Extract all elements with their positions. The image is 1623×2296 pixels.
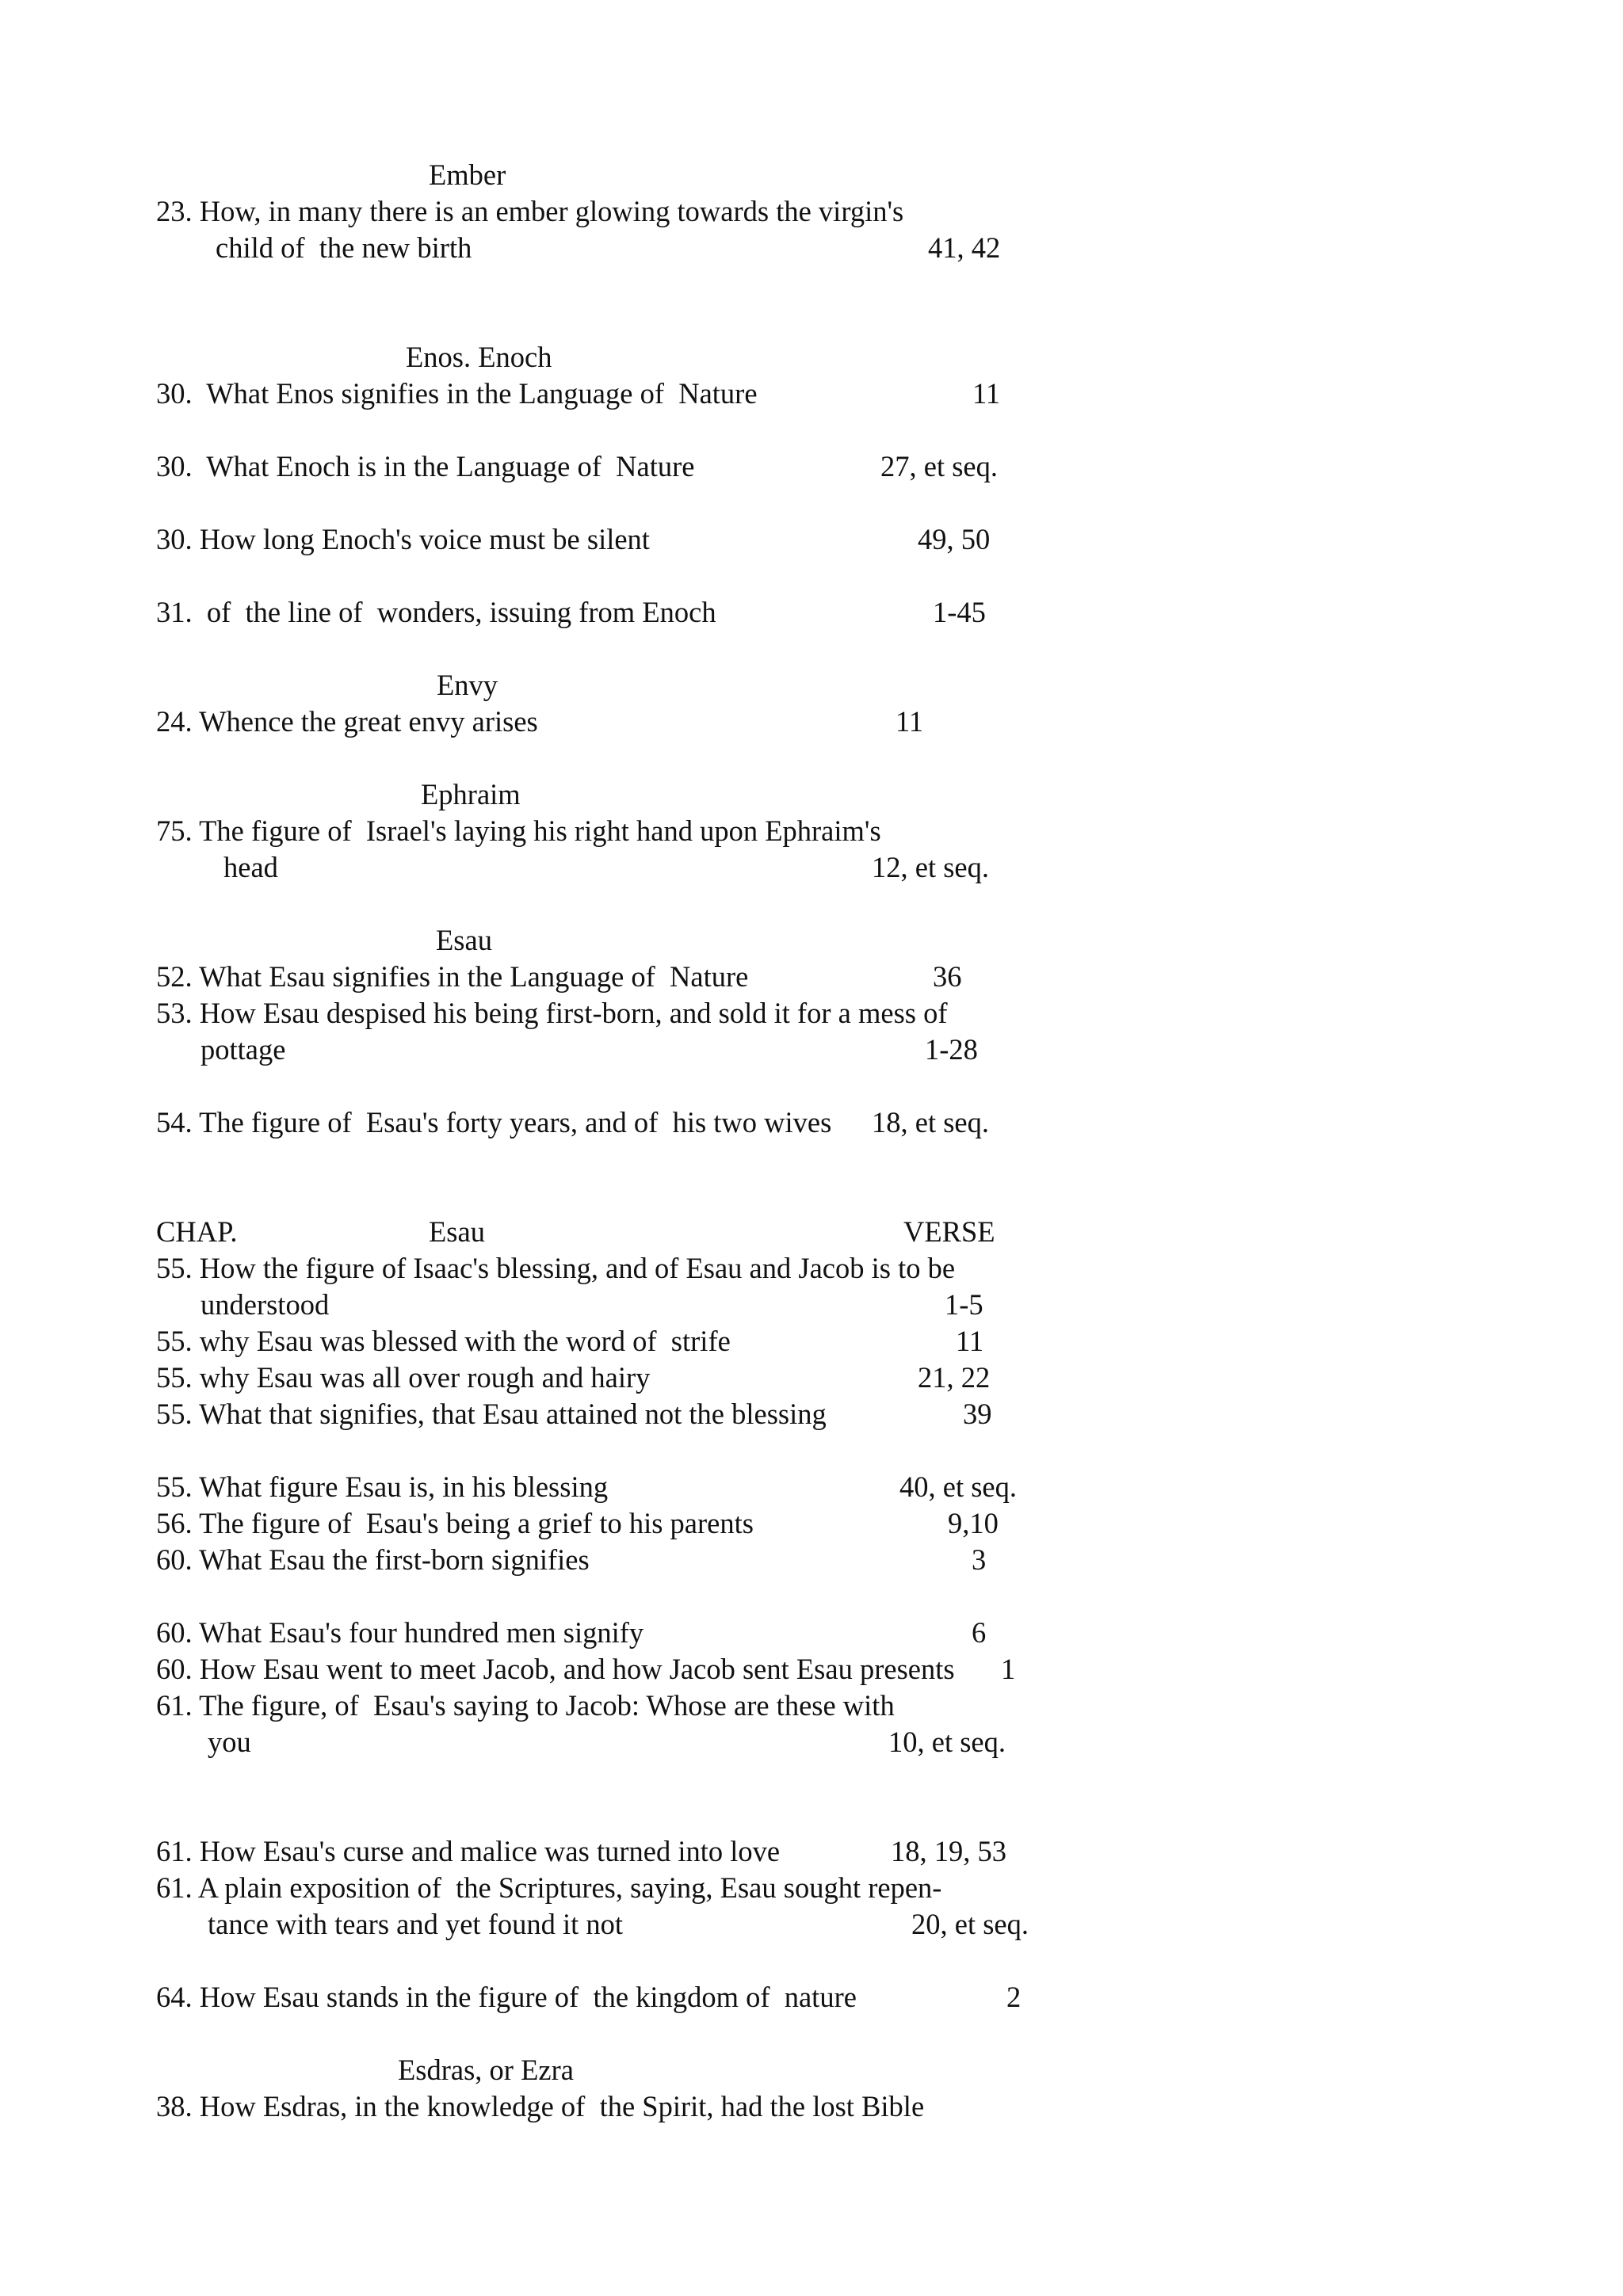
- verse-reference: 11: [896, 705, 924, 738]
- index-entry: 52. What Esau signifies in the Language of Nature: [156, 960, 749, 993]
- index-entry: 55. why Esau was all over rough and hairy: [156, 1361, 651, 1394]
- index-entry: 55. why Esau was blessed with the word of strife: [156, 1325, 731, 1357]
- verse-reference: 1: [1001, 1653, 1016, 1685]
- index-entry: 30. What Enos signifies in the Language of Nature: [156, 377, 758, 410]
- verse-reference: 11: [972, 377, 1001, 410]
- verse-reference: 1-28: [925, 1033, 978, 1066]
- index-entry: 61. A plain exposition of the Scriptures, saying, Esau sought repen-: [156, 1871, 942, 1904]
- index-entry: 60. What Esau the first-born signifies: [156, 1543, 590, 1576]
- verse-reference: 3: [972, 1543, 987, 1576]
- index-entry: 54. The figure of Esau's forty years, and of his two wives: [156, 1106, 832, 1138]
- index-entry: 75. The figure of Israel's laying his right hand upon Ephraim's: [156, 814, 881, 847]
- index-entry: 24. Whence the great envy arises: [156, 705, 538, 738]
- verse-reference: 49, 50: [918, 523, 991, 555]
- index-entry: 31. of the line of wonders, issuing from Enoch: [156, 596, 716, 628]
- verse-reference: 10, et seq.: [888, 1726, 1006, 1758]
- verse-reference: 20, et seq.: [911, 1908, 1029, 1940]
- index-entry: 38. How Esdras, in the knowledge of the Spirit, had the lost Bible: [156, 2090, 925, 2122]
- index-entry: 61. How Esau's curse and malice was turned into love: [156, 1835, 781, 1867]
- section-heading: Esdras, or Ezra: [398, 2054, 574, 2086]
- index-entry: 55. What figure Esau is, in his blessing: [156, 1470, 609, 1503]
- verse-reference: 1-45: [933, 596, 986, 628]
- index-entry-continuation: head: [223, 851, 278, 883]
- section-heading: Enos. Enoch: [406, 341, 552, 373]
- index-entry: 53. How Esau despised his being first-born, and sold it for a mess of: [156, 997, 948, 1029]
- verse-reference: 41, 42: [928, 231, 1001, 264]
- index-entry-continuation: child of the new birth: [216, 231, 472, 264]
- index-entry: 23. How, in many there is an ember glowing towards the virgin's: [156, 195, 904, 227]
- verse-column-header: VERSE: [903, 1215, 995, 1248]
- index-entry: 55. What that signifies, that Esau attained not the blessing: [156, 1398, 827, 1430]
- verse-reference: 12, et seq.: [872, 851, 989, 883]
- index-entry: 60. What Esau's four hundred men signify: [156, 1616, 644, 1649]
- index-entry-continuation: tance with tears and yet found it not: [208, 1908, 624, 1940]
- index-entry-continuation: understood: [200, 1288, 330, 1321]
- section-heading: Ephraim: [421, 778, 521, 810]
- section-heading: Ember: [429, 158, 506, 191]
- verse-reference: 27, et seq.: [880, 450, 998, 482]
- verse-reference: 39: [963, 1398, 992, 1430]
- verse-reference: 1-5: [945, 1288, 983, 1321]
- index-entry: 55. How the figure of Isaac's blessing, and of Esau and Jacob is to be: [156, 1252, 956, 1284]
- index-entry: 64. How Esau stands in the figure of the kingdom of nature: [156, 1981, 857, 2013]
- index-entry-continuation: pottage: [200, 1033, 286, 1066]
- section-heading: Esau: [429, 1215, 485, 1248]
- verse-reference: 21, 22: [918, 1361, 991, 1394]
- verse-reference: 18, et seq.: [872, 1106, 989, 1138]
- verse-reference: 2: [1006, 1981, 1022, 2013]
- verse-reference: 40, et seq.: [899, 1470, 1017, 1503]
- verse-reference: 18, 19, 53: [891, 1835, 1006, 1867]
- index-entry: 60. How Esau went to meet Jacob, and how Jacob sent Esau presents: [156, 1653, 955, 1685]
- index-entry: 30. How long Enoch's voice must be silent: [156, 523, 650, 555]
- verse-reference: 11: [956, 1325, 984, 1357]
- verse-reference: 9,10: [948, 1507, 999, 1539]
- section-heading: Envy: [437, 669, 498, 701]
- chapter-column-header: CHAP.: [156, 1215, 238, 1248]
- verse-reference: 6: [972, 1616, 987, 1649]
- index-entry: 56. The figure of Esau's being a grief to his parents: [156, 1507, 754, 1539]
- verse-reference: 36: [933, 960, 962, 993]
- index-entry: 30. What Enoch is in the Language of Nature: [156, 450, 695, 482]
- index-entry: 61. The figure, of Esau's saying to Jacob: Whose are these with: [156, 1689, 895, 1722]
- section-heading: Esau: [436, 924, 492, 956]
- index-entry-continuation: you: [208, 1726, 251, 1758]
